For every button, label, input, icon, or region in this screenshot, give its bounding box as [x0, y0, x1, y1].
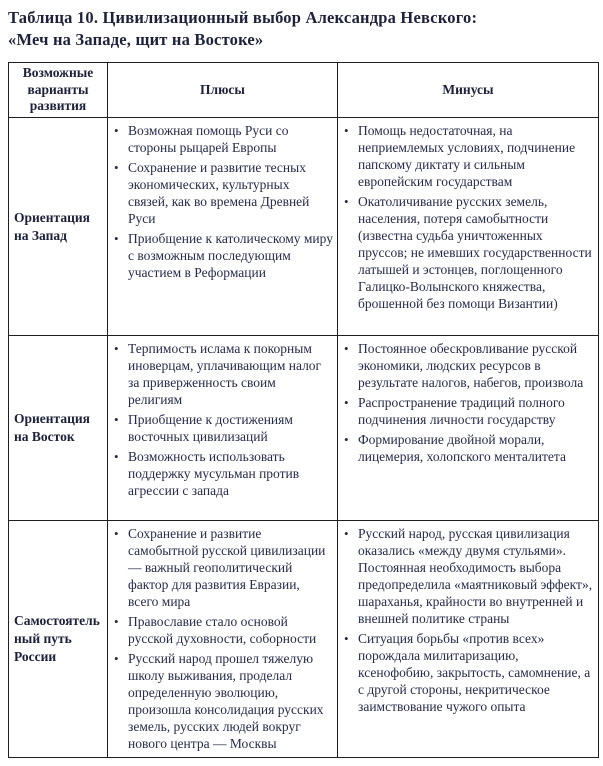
bullet-icon: •	[344, 395, 349, 410]
header-variants: Возможные варианты развития	[9, 63, 108, 118]
list-item-text: Сохранение и развитие самобытной русской цивилизации — важный геополитический фактор для развития Евразии, всего мира	[128, 526, 326, 609]
bullet-icon: •	[114, 160, 119, 175]
bullet-icon: •	[114, 449, 119, 464]
list-item-text: Православие стало основой русской духовности, соборности	[128, 614, 317, 646]
table-row-east	[9, 336, 599, 521]
table-header-row	[9, 63, 599, 118]
list-item	[114, 340, 333, 408]
minuses-list-own-path	[338, 525, 594, 715]
list-item	[114, 411, 333, 445]
header-pluses: Плюсы	[108, 63, 338, 118]
list-item	[344, 394, 594, 428]
list-item-text: Возможная помощь Руси со стороны рыцарей Европы	[128, 123, 289, 155]
table-row-own-path	[9, 521, 599, 758]
minuses-cell-west	[338, 118, 599, 336]
list-item	[344, 340, 594, 391]
minuses-cell-east	[338, 336, 599, 521]
bullet-icon: •	[114, 123, 119, 138]
bullet-icon: •	[114, 231, 119, 246]
list-item-text: Терпимость ислама к покорным иноверцам, уплачивающим налог за приверженность своим религиям	[128, 341, 322, 407]
list-item-text: Помощь недостаточная, на неприемлемых условиях, подчинение папскому диктату и сильным европейским государствам	[358, 123, 576, 189]
list-item	[114, 525, 333, 610]
variant-label-west: Ориентация на Запад	[9, 118, 108, 336]
list-item-text: Приобщение к католическому миру с возможным последующим участием в Реформации	[128, 231, 333, 280]
list-item	[344, 193, 594, 312]
bullet-icon: •	[114, 614, 119, 629]
list-item-text: Постоянное обескровливание русской экономики, людских ресурсов в результате налогов, набегов, произвола	[358, 341, 584, 390]
bullet-icon: •	[114, 651, 119, 666]
bullet-icon: •	[344, 631, 349, 646]
list-item	[114, 122, 333, 156]
header-minuses: Минусы	[338, 63, 599, 118]
minuses-list-east	[338, 340, 594, 465]
pluses-cell-own-path	[108, 521, 338, 758]
table-title	[8, 7, 598, 51]
minuses-cell-own-path	[338, 521, 599, 758]
bullet-icon: •	[114, 412, 119, 427]
bullet-icon: •	[114, 341, 119, 356]
list-item	[114, 159, 333, 227]
variant-label-east: Ориентация на Восток	[9, 336, 108, 521]
list-item-text: Окатоличивание русских земель, населения, потеря самобытности (известна судьба уничтоженных пруссов; не имевших государственности латышей и эстонцев, поглощенного Галицко-Волынского княжества, брошенной без помощи Византии)	[358, 194, 592, 311]
list-item-text: Приобщение к достижениям восточных цивилизаций	[128, 412, 293, 444]
list-item	[344, 525, 594, 627]
list-item	[344, 630, 594, 715]
list-item	[344, 431, 594, 465]
bullet-icon: •	[344, 194, 349, 209]
table-title-line-2: «Меч на Западе, щит на Востоке»	[8, 30, 264, 49]
nevsky-choice-table	[8, 62, 599, 758]
pluses-list-west	[108, 122, 333, 281]
list-item-text: Возможность использовать поддержку мусульман против агрессии с запада	[128, 449, 300, 498]
list-item	[114, 650, 333, 752]
table-title-line-1: Таблица 10. Цивилизационный выбор Александра Невского:	[8, 8, 478, 27]
bullet-icon: •	[344, 341, 349, 356]
list-item	[114, 448, 333, 499]
list-item	[114, 230, 333, 281]
list-item-text: Формирование двойной морали, лицемерия, холопского менталитета	[358, 432, 566, 464]
bullet-icon: •	[344, 432, 349, 447]
list-item	[344, 122, 594, 190]
bullet-icon: •	[344, 123, 349, 138]
minuses-list-west	[338, 122, 594, 312]
table-row-west	[9, 118, 599, 336]
list-item-text: Распространение традиций полного подчинения личности государству	[358, 395, 565, 427]
list-item-text: Сохранение и развитие тесных экономических, культурных связей, как во времена Древней Руси	[128, 160, 310, 226]
bullet-icon: •	[344, 526, 349, 541]
list-item	[114, 613, 333, 647]
bullet-icon: •	[114, 526, 119, 541]
variant-label-own-path: Самостоятельный путь России	[9, 521, 108, 758]
pluses-cell-west	[108, 118, 338, 336]
pluses-list-own-path	[108, 525, 333, 752]
list-item-text: Ситуация борьбы «против всех» порождала милитаризацию, ксенофобию, закрытость, самомнение, а с другой стороны, некритическое заимствование чужого опыта	[358, 631, 591, 714]
list-item-text: Русский народ, русская цивилизация оказались «между двумя стульями». Постоянная необходимость выбора предопределила «маятниковый эффект», шараханья, крайности во внутренней и внешней политике страны	[358, 526, 593, 626]
list-item-text: Русский народ прошел тяжелую школу выживания, проделал определенную эволюцию, произошла консолидация русских земель, русских людей вокруг нового центра — Москвы	[128, 651, 324, 751]
pluses-list-east	[108, 340, 333, 499]
pluses-cell-east	[108, 336, 338, 521]
